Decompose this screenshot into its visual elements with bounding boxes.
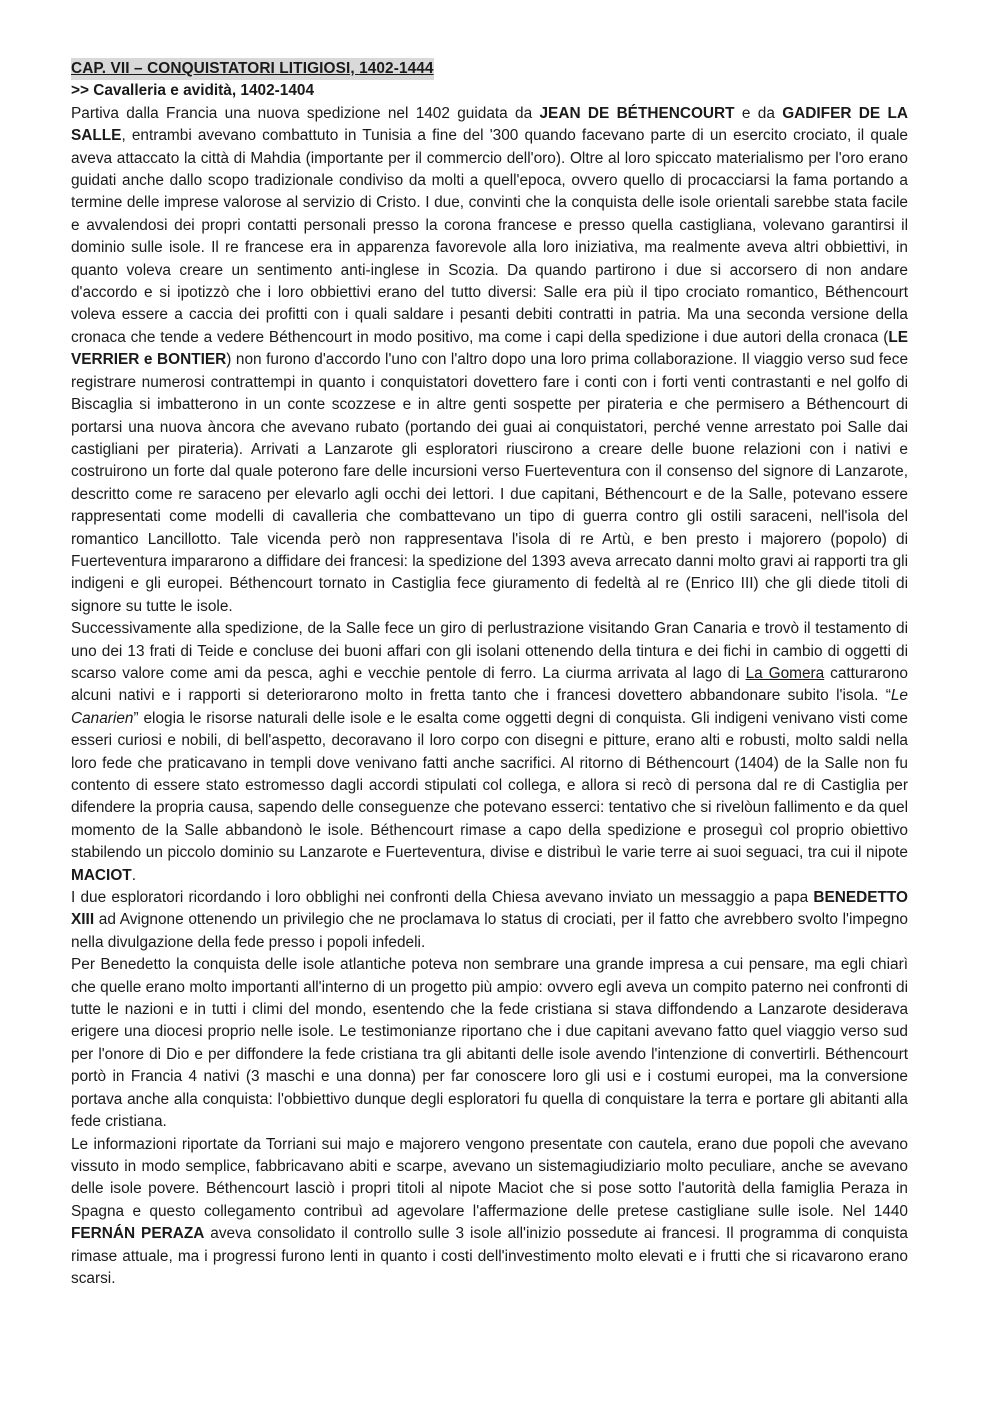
paragraph-1-text-c: e da (734, 104, 783, 122)
paragraph-4: Per Benedetto la conquista delle isole atlantiche poteva non sembrare una grande impresa a cui pensare, ma egli chiarì che quelle erano molto importanti all'interno di un progetto più ampio: ovvero egli aveva un compito paterno nei confronti di tutte le nazioni e in tutti i climi del mondo, esentendo che la fede cristiana si stava diffondendo a Lanzarote desiderava erigere una diocesi proprio nelle isole. Le testimonianze riportano che i due capitani avevano fatto quel viaggio verso sud per l'onore di Dio e per diffondere la fede cristiana tra gli abitanti delle isole avendo l'intenzione di convertirli. Béthencourt portò in Francia 4 nativi (3 maschi e una donna) per far conoscere loro gli usi e i costumi europei, ma la conversione portava anche alla conquista: l'obbiettivo dunque degli esploratori fu quella di conquistare la terra e portare gli abitanti alla fede cristiana. (71, 956, 908, 1131)
paragraph-5-text-b: aveva consolidato il controllo sulle 3 isole all'inizio possedute ai francesi. Il programma di conquista rimase attuale, ma i progressi furono lenti in quanto i costi dell'investimento molto elevati e i frutti che si ricavarono erano scarsi. (71, 1225, 908, 1287)
section-title: >> Cavalleria e avidità, 1402-1404 (71, 82, 315, 100)
paragraph-5-text-a: Le informazioni riportate da Torriani sui majo e majorero vengono presentate con cautela, erano due popoli che avevano vissuto in modo semplice, fabbricavano abiti e scarpe, avevano un sistemagiudiziario molto peculiare, anche se avevano delle isole povere. Béthencourt lasciò i propri titoli al nipote Maciot che si pose sotto l'autorità della famiglia Peraza in Spagna e questo collegamento contribuì ad agevolare l'affermazione delle pretese castigliane sulle isole. Nel 1440 (71, 1135, 908, 1220)
paragraph-2-text-d: . (131, 866, 136, 884)
paragraph-3-text-a: I due esploratori ricordando i loro obblighi nei confronti della Chiesa avevano inviato un messaggio a papa (71, 889, 814, 907)
paragraph-1 (71, 103, 908, 618)
name-maciot: MACIOT (71, 866, 132, 884)
paragraph-1-text-a: Partiva dalla Francia una nuova spedizione nel 1402 guidata da (71, 104, 540, 122)
paragraph-5 (71, 1134, 908, 1291)
paragraph-2 (71, 618, 908, 887)
link-la-gomera: La Gomera (745, 664, 825, 682)
title-le-canarien: Le Canarien (71, 687, 908, 727)
paragraph-1-text-d: , entrambi avevano combattuto in Tunisia a fine del '300 quando facevano parte di un esercito crociato, il quale aveva attaccato la città di Mahdia (importante per il commercio dell'oro). Oltre al loro spiccato materialismo per l'oro erano guidati anche dallo scopo tradizionale condiviso da molti a quell'epoca, ovvero quello di procacciarsi la fama portando a termine delle imprese valorose al servizio di Cristo. I due, convinti che la conquista delle isole orientali sarebbe stata facile e avvalendosi dei propri contatti personali presso la corona francese e presso quella castigliana, volevano garantirsi il dominio sulle isole. Il re francese era in apparenza favorevole alla loro iniziativa, ma realmente aveva altri obbiettivi, in quanto voleva creare un sentimento anti-inglese in Scozia. Da quando partirono i due si accorsero di non andare d'accordo e si ipotizzò che i loro obbiettivi erano del tutto diversi: Salle era più il tipo crociato romantico, Béthencourt voleva essere a caccia dei profitti con i quali saldare i pesanti debiti contratti in patria. Ma una seconda versione della cronaca che tende a vedere Béthencourt in modo positivo, ma come i capi della spedizione i due autori della cronaca ( (71, 127, 908, 346)
paragraph-2-text-b: catturarono alcuni nativi e i rapporti si deteriorarono molto in fretta tanto che i francesi dovettero abbandonare subito l'isola. “ (71, 664, 908, 705)
paragraph-2-text-c: ” elogia le risorse naturali delle isole e le esalta come oggetti degni di conquista. Gli indigeni venivano visti come esseri curiosi e nobili, di bell'aspetto, decoravano il loro corpo con disegni e pitture, erano alti e robusti, molto saldi nella loro fede che praticavano in templi dove venivano fatti anche sacrifici. Al ritorno di Béthencourt (1404) de la Salle non fu contento di essere stato estromesso dagli accordi stipulati col collega, e allora si recò di persona dal re di Castiglia per difendere la propria causa, sapendo delle conseguenze che potevano esserci: tentativo che si rivelòun fallimento e da quel momento de la Salle abbandonò le isole. Béthencourt rimase a capo della spedizione e proseguì col proprio obiettivo stabilendo un piccolo dominio su Lanzarote e Fuerteventura, divise e distribuì le varie terre ai suoi seguaci, tra cui il nipote (71, 709, 908, 862)
paragraph-3 (71, 887, 908, 954)
document-page (71, 58, 908, 1290)
name-gadifer-de-la-salle: GADIFER DE LA SALLE (71, 104, 908, 145)
name-le-verrier-bontier: LE VERRIER e BONTIER (71, 328, 908, 369)
paragraph-1-text-e: ) non furono d'accordo l'uno con l'altro dopo una loro prima collaborazione. Il viaggio verso sud fece registrare numerosi contrattempi in quanto i conquistatori dovettero fare i conti con i forti venti contrastanti e nel golfo di Biscaglia si imbatterono in un conte scozzese e in altre genti sospette per pirateria e che permisero a Béthencourt di portarsi una nuova àncora che avevano rubato (portando dei guai ai conquistatori, perché venne arrestato poi Salle dai castigliani per pirateria). Arrivati a Lanzarote gli esploratori riuscirono a creare delle buone relazioni con i nativi e costruirono un forte dal quale poterono fare delle incursioni verso Fuerteventura con il consenso del signore di Lanzarote, descritto come re saraceno per elevarlo agli occhi dei lettori. I due capitani, Béthencourt e de la Salle, potevano essere rappresentati come modelli di cavalleria che combattevano un tipo di guerra contro gli ostili saraceni, nell'isola del romantico Lancillotto. Tale vicenda però non rappresentava l'isola di re Artù, e ben presto i majorero (popolo) di Fuerteventura impararono a diffidare dei francesi: la spedizione del 1393 aveva arrecato danni molto gravi ai rapporti tra gli indigeni e gli europei. Béthencourt tornato in Castiglia fece giuramento di fedeltà al re (Enrico III) che gli diede titoli di signore su tutte le isole. (71, 351, 908, 615)
paragraph-3-text-b: ad Avignone ottenendo un privilegio che ne proclamava lo status di crociati, per il fatto che avrebbero svolto l'impegno nella divulgazione della fede presso i popoli infedeli. (71, 911, 908, 951)
name-jean-de-bethencourt: JEAN DE BÉTHENCOURT (539, 104, 735, 122)
name-benedetto-xiii: BENEDETTO XIII (71, 889, 908, 929)
chapter-title: CAP. VII – CONQUISTATORI LITIGIOSI, 1402-1444 (71, 58, 434, 80)
paragraph-2-text-a: Successivamente alla spedizione, de la Salle fece un giro di perlustrazione visitando Gran Canaria e trovò il testamento di uno dei 13 frati di Teide e concluse dei buoni affari con gli isolani ottenendo della tintura e dei fichi in cambio di oggetti di scarso valore come ami da pesca, aghi e vecchie pentole di ferro. La ciurma arrivata al lago di (71, 620, 908, 682)
name-fernan-peraza: FERNÁN PERAZA (71, 1225, 205, 1243)
